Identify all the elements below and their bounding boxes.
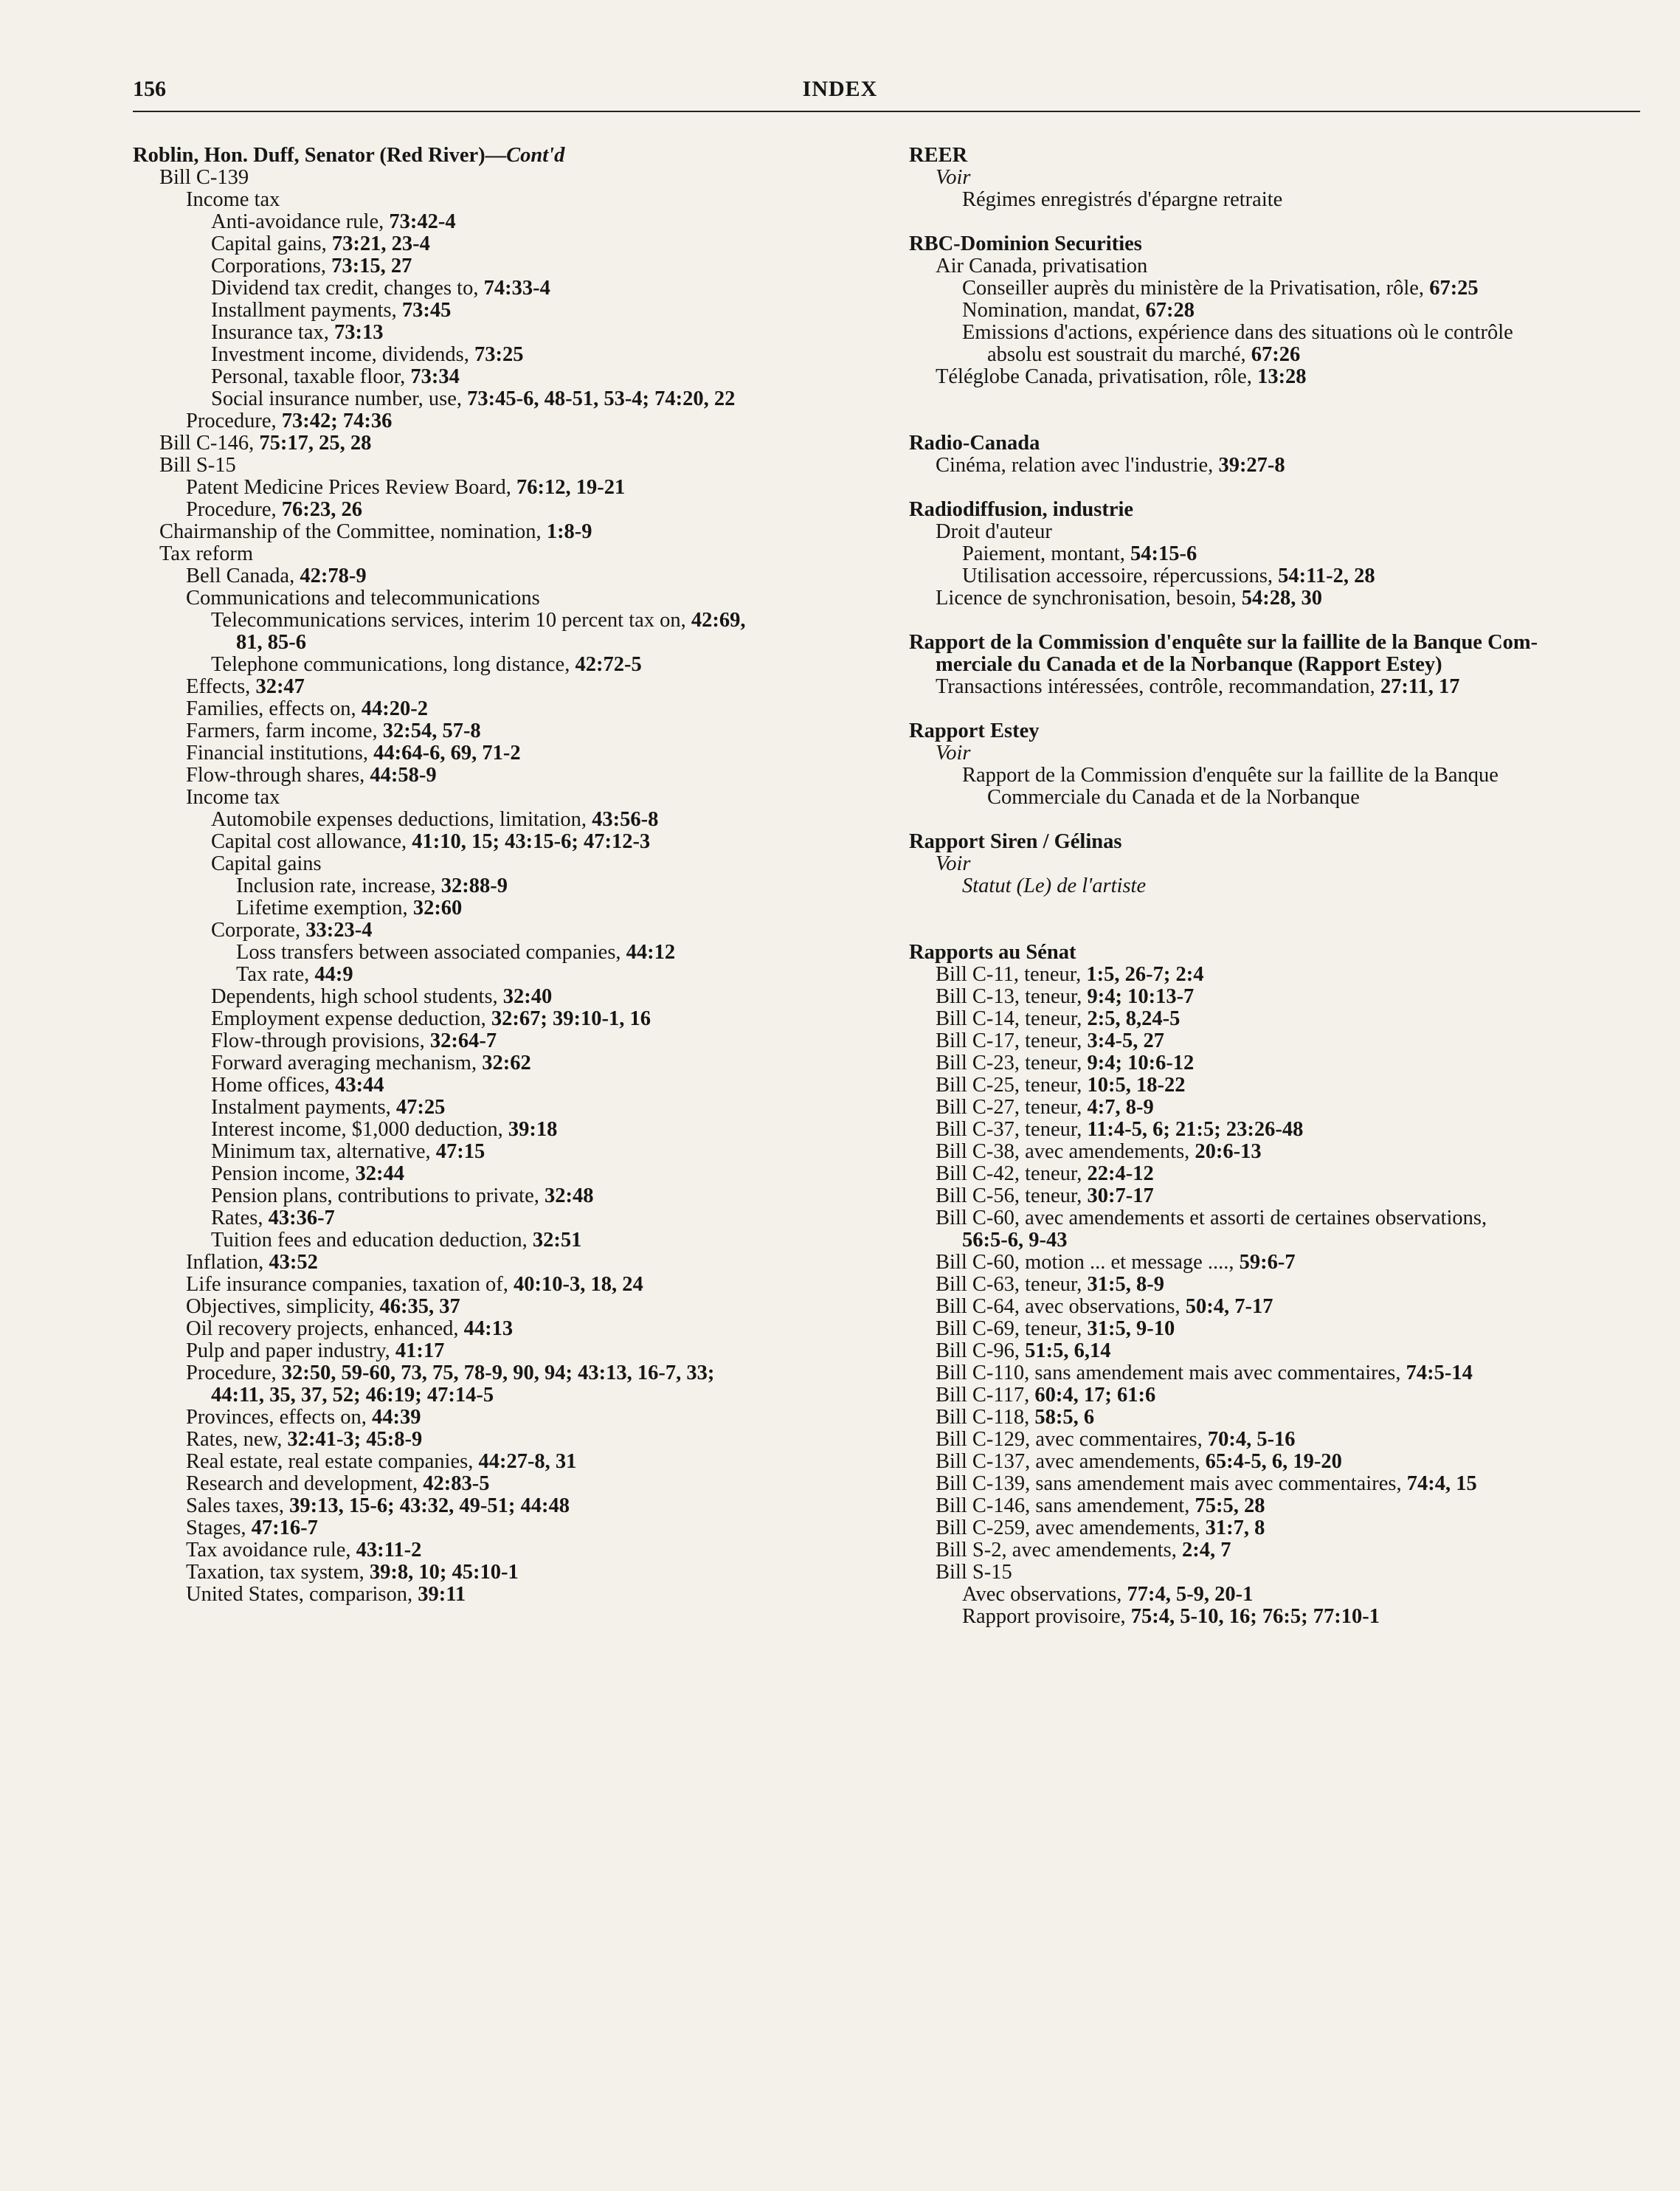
entry-text: Bill C-14, teneur,: [936, 1007, 1088, 1030]
page-reference: 32:40: [502, 985, 553, 1008]
page-reference: 40:10-3, 18, 24: [513, 1273, 643, 1296]
index-subentry: [133, 1119, 885, 1141]
entry-text: Bill C-129, avec commentaires,: [936, 1428, 1208, 1451]
page-reference: 44:12: [626, 941, 676, 964]
page-reference: 59:6-7: [1239, 1251, 1296, 1274]
page-reference: 9:4; 10:13-7: [1087, 985, 1195, 1008]
index-subentry: [133, 676, 885, 698]
entry-text: Life insurance companies, taxation of,: [186, 1273, 514, 1296]
entry-text: Bill C-25, teneur,: [936, 1074, 1088, 1097]
entry-text: Interest income, $1,000 deduction,: [211, 1118, 508, 1141]
index-subentry: [909, 1362, 1647, 1384]
page-reference: 32:67; 39:10-1, 16: [491, 1007, 651, 1030]
page-reference: 46:35, 37: [379, 1295, 460, 1318]
index-heading: Rapport Siren / Gélinas: [909, 830, 1122, 853]
page-reference: 73:34: [410, 365, 460, 388]
index-subentry: [133, 277, 885, 300]
index-subentry: [133, 765, 885, 787]
index-subentry: [909, 1340, 1647, 1362]
page-reference: 44:39: [371, 1406, 421, 1429]
page-reference: 10:5, 18-22: [1087, 1074, 1186, 1097]
entry-text: Bill C-259, avec amendements,: [936, 1517, 1206, 1539]
page-reference: 9:4; 10:6-12: [1087, 1052, 1195, 1074]
entry-text: Utilisation accessoire, répercussions,: [962, 565, 1279, 587]
page-reference: 39:13, 15-6; 43:32, 49-51; 44:48: [289, 1494, 570, 1517]
index-subentry: [909, 1384, 1647, 1407]
tax-reform-list: [133, 676, 885, 787]
index-subentry: [133, 1163, 885, 1185]
entry-text: Bill C-56, teneur,: [936, 1184, 1088, 1207]
page-reference: 31:5, 9-10: [1087, 1317, 1175, 1340]
page-reference: 31:7, 8: [1205, 1517, 1265, 1539]
index-subentry: [133, 1296, 885, 1318]
page-reference: 3:4-5, 27: [1087, 1029, 1164, 1052]
index-heading: RBC-Dominion Securities: [909, 232, 1142, 255]
index-subentry: [909, 1141, 1647, 1163]
entry-text: Investment income, dividends,: [211, 343, 474, 366]
entry-text: Social insurance number, use,: [211, 387, 468, 410]
index-subentry: [909, 1252, 1647, 1274]
index-subentry: [133, 1407, 885, 1429]
page-reference: 75:5, 28: [1195, 1494, 1265, 1517]
index-subentry: [909, 1163, 1647, 1185]
entry-text: Avec observations,: [962, 1583, 1127, 1606]
entry-text: Inclusion rate, increase,: [236, 874, 441, 897]
index-subentry: Rapport de la Commission d'enquête sur la faillite de la Banque: [962, 764, 1498, 787]
entry-text: Personal, taxable floor,: [211, 365, 411, 388]
page-reference: 73:15, 27: [331, 255, 412, 277]
entry-text: Bill C-38, avec amendements,: [936, 1140, 1195, 1163]
senat-list-b: [909, 1252, 1647, 1562]
entry-text: Home offices,: [211, 1074, 336, 1097]
tax-reform-2a-list: [133, 1252, 885, 1362]
entry-text: Bill C-60, motion ... et message ....,: [936, 1251, 1240, 1274]
entry-text: Bill C-11, teneur,: [936, 963, 1087, 986]
droit-list: [909, 543, 1647, 587]
index-subentry: Bill C-146, 75:17, 25, 28: [159, 432, 372, 455]
running-head: INDEX: [802, 77, 878, 101]
index-subentry: [909, 1473, 1647, 1495]
entry-text: Dividend tax credit, changes to,: [211, 277, 484, 300]
page-reference: 58:5, 6: [1034, 1406, 1095, 1429]
entry-text: Conseiller auprès du ministère de la Privatisation, rôle,: [962, 277, 1430, 300]
entry-text: Automobile expenses deductions, limitation,: [211, 808, 592, 831]
page-reference: 41:17: [395, 1339, 445, 1362]
index-subentry: [909, 1008, 1647, 1030]
index-heading: Rapport de la Commission d'enquête sur la faillite de la Banque Com-: [909, 631, 1538, 654]
index-subentry: Bill C-139: [159, 166, 249, 189]
entry-text: Tax rate,: [236, 963, 315, 986]
entry-text: Capital cost allowance,: [211, 830, 412, 853]
index-subentry: [133, 300, 885, 322]
index-subentry: Téléglobe Canada, privatisation, rôle, 13:28: [936, 365, 1307, 388]
index-subentry: [133, 1539, 885, 1562]
index-subentry: Telecommunications services, interim 10 percent tax on, 42:69,: [211, 609, 746, 632]
page-reference: 32:48: [545, 1184, 594, 1207]
entry-text: Paiement, montant,: [962, 542, 1130, 565]
entry-text: Provinces, effects on,: [186, 1406, 372, 1429]
index-heading-wrap: merciale du Canada et de la Norbanque (Rapport Estey): [936, 653, 1442, 676]
index-subentry: [909, 1030, 1647, 1052]
index-subentry: [133, 1318, 885, 1340]
entry-text: Dependents, high school students,: [211, 985, 503, 1008]
index-subentry: [133, 211, 885, 233]
page-reference: 44:9: [314, 963, 353, 986]
page-reference: 32:54, 57-8: [382, 720, 481, 742]
page-reference: 73:45: [401, 299, 452, 322]
page-reference: 60:4, 17; 61:6: [1034, 1384, 1156, 1407]
page-number: 156: [133, 77, 166, 101]
entry-text: Rapport provisoire,: [962, 1605, 1131, 1628]
index-subentry: [133, 698, 885, 720]
entry-text: Bill C-69, teneur,: [936, 1317, 1088, 1340]
index-subentry: [133, 964, 885, 986]
tax-reform-2b-list: [133, 1407, 885, 1606]
index-subentry: [133, 1097, 885, 1119]
entry-text: Rates, new,: [186, 1428, 288, 1451]
index-subentry: [909, 1318, 1647, 1340]
page-reference: 32:44: [355, 1162, 405, 1185]
index-subentry: [909, 1539, 1647, 1562]
index-subentry: [133, 831, 885, 853]
index-subentry: [909, 1495, 1647, 1517]
index-subentry: Bell Canada, 42:78-9: [186, 565, 367, 587]
page-reference: 43:44: [335, 1074, 384, 1097]
index-subentry: [133, 255, 885, 277]
index-subentry: Telephone communications, long distance, 42:72-5: [211, 653, 642, 676]
index-heading: Radio-Canada: [909, 432, 1040, 455]
index-subentry: [909, 1606, 1647, 1628]
page-reference: 2:5, 8,24-5: [1087, 1007, 1181, 1030]
entry-text: Corporations,: [211, 255, 332, 277]
entry-text: Loss transfers between associated companies,: [236, 941, 626, 964]
page-reference: 65:4-5, 6, 19-20: [1205, 1450, 1342, 1473]
entry-text: Instalment payments,: [211, 1096, 396, 1119]
index-subentry: Bill S-15: [936, 1561, 1012, 1584]
index-subentry: [133, 720, 885, 742]
index-subentry: Droit d'auteur: [936, 520, 1052, 543]
index-subentry: [909, 277, 1647, 300]
page-reference: 54:15-6: [1130, 542, 1197, 565]
entry-text: Objectives, simplicity,: [186, 1295, 380, 1318]
index-subentry: Chairmanship of the Committee, nomination, 1:8-9: [159, 520, 592, 543]
index-subentry: [133, 1030, 885, 1052]
index-subentry-wrap: 81, 85-6: [236, 631, 306, 654]
s15-list: [909, 1584, 1647, 1628]
index-subentry: Patent Medicine Prices Review Board, 76:12, 19-21: [186, 476, 626, 499]
entry-text: Nomination, mandat,: [962, 299, 1146, 322]
index-subentry: [133, 1451, 885, 1473]
index-subentry: [909, 1097, 1647, 1119]
page-reference: 43:52: [269, 1251, 318, 1274]
entry-text: Inflation,: [186, 1251, 269, 1274]
page-reference: 31:5, 8-9: [1087, 1273, 1164, 1296]
see-reference: Voir: [936, 166, 971, 189]
index-subentry: Income tax: [186, 786, 280, 809]
page-reference: 77:4, 5-9, 20-1: [1127, 1583, 1254, 1606]
page-reference: 47:25: [395, 1096, 446, 1119]
entry-text: Bill C-63, teneur,: [936, 1273, 1088, 1296]
page-reference: 44:58-9: [370, 764, 437, 787]
page-reference: 2:4, 7: [1182, 1539, 1231, 1562]
index-subentry: [133, 1052, 885, 1074]
entry-text: Financial institutions,: [186, 742, 374, 765]
entry-text: Taxation, tax system,: [186, 1561, 370, 1584]
entry-text: Minimum tax, alternative,: [211, 1140, 436, 1163]
index-subentry: Procedure, 73:42; 74:36: [186, 410, 393, 432]
index-subentry: [909, 1296, 1647, 1318]
index-subentry: [909, 1451, 1647, 1473]
page-reference: 41:10, 15; 43:15-6; 47:12-3: [412, 830, 651, 853]
index-heading: Rapport Estey: [909, 720, 1040, 742]
index-subentry: [909, 1517, 1647, 1539]
page-reference: 75:4, 5-10, 16; 76:5; 77:10-1: [1130, 1605, 1380, 1628]
entry-text: Bill C-146, sans amendement,: [936, 1494, 1195, 1517]
index-subentry: [909, 964, 1647, 986]
entry-text: Tuition fees and education deduction,: [211, 1229, 533, 1252]
entry-text: Installment payments,: [211, 299, 402, 322]
corporate-list: [133, 942, 885, 986]
page-reference: 50:4, 7-17: [1185, 1295, 1273, 1318]
entry-text: Anti-avoidance rule,: [211, 210, 390, 233]
index-subentry: Bill C-60, avec amendements et assorti de certaines observations,: [936, 1207, 1487, 1229]
page-reference: 67:25: [1429, 277, 1479, 300]
index-subentry: [133, 344, 885, 366]
entry-text: Pension plans, contributions to private,: [211, 1184, 545, 1207]
index-subentry: [133, 1252, 885, 1274]
entry-text: Bill C-117,: [936, 1384, 1035, 1407]
index-subentry: [133, 1340, 885, 1362]
page-reference: 32:64-7: [429, 1029, 497, 1052]
entry-text: Lifetime exemption,: [236, 897, 413, 919]
page-reference: 20:6-13: [1195, 1140, 1262, 1163]
page-reference: 73:25: [474, 343, 524, 366]
entry-text: Bill C-96,: [936, 1339, 1026, 1362]
income-tax-3-list: [133, 986, 885, 1252]
page-reference: 4:7, 8-9: [1087, 1096, 1154, 1119]
page-reference: 32:62: [482, 1052, 531, 1074]
page-reference: 22:4-12: [1087, 1162, 1154, 1185]
income-tax-2-list: [133, 809, 885, 853]
index-subentry: [133, 897, 885, 919]
page-reference: 54:11-2, 28: [1278, 565, 1375, 587]
index-subentry: [909, 986, 1647, 1008]
page-reference: 73:21, 23-4: [331, 232, 430, 255]
entry-text: Tax avoidance rule,: [186, 1539, 356, 1562]
page-reference: 39:11: [418, 1583, 466, 1606]
entry-text: Rates,: [211, 1207, 269, 1229]
page-reference: 70:4, 5-16: [1207, 1428, 1296, 1451]
index-subentry: [133, 1473, 885, 1495]
index-heading: Rapports au Sénat: [909, 941, 1076, 964]
index-subentry: [133, 875, 885, 897]
index-subentry: [909, 1074, 1647, 1097]
index-subentry: Tax reform: [159, 542, 253, 565]
entry-text: Bill C-137, avec amendements,: [936, 1450, 1206, 1473]
page-reference: 39:8, 10; 45:10-1: [369, 1561, 519, 1584]
index-subentry: [133, 1429, 885, 1451]
index-subentry: [133, 233, 885, 255]
entry-text: Sales taxes,: [186, 1494, 290, 1517]
left-column: [133, 145, 885, 1606]
index-heading: REER: [909, 144, 968, 167]
rbc-list: [909, 277, 1647, 322]
index-subentry: Licence de synchronisation, besoin, 54:28, 30: [936, 587, 1322, 610]
entry-text: Capital gains,: [211, 232, 332, 255]
entry-text: Insurance tax,: [211, 321, 334, 344]
index-subentry: [909, 1429, 1647, 1451]
index-subentry: [133, 1584, 885, 1606]
index-subentry: [909, 1407, 1647, 1429]
index-subentry: [909, 543, 1647, 565]
index-subentry-wrap: 56:5-6, 9-43: [962, 1229, 1068, 1252]
index-subentry: [909, 565, 1647, 587]
entry-text: Effects,: [186, 675, 256, 698]
page-reference: 43:11-2: [356, 1539, 422, 1562]
entry-text: Bill C-13, teneur,: [936, 985, 1088, 1008]
page-reference: 74:4, 15: [1406, 1472, 1477, 1495]
index-subentry: Procedure, 32:50, 59-60, 73, 75, 78-9, 90, 94; 43:13, 16-7, 33;: [186, 1362, 715, 1384]
entry-text: Stages,: [186, 1517, 252, 1539]
page-reference: 44:20-2: [361, 697, 428, 720]
index-subentry: [909, 300, 1647, 322]
page-reference: 47:15: [435, 1140, 485, 1163]
page-reference: 44:64-6, 69, 71-2: [373, 742, 521, 765]
index-subentry: [133, 1517, 885, 1539]
page-reference: 73:13: [333, 321, 384, 344]
entry-text: Bill C-17, teneur,: [936, 1029, 1088, 1052]
index-subentry: Régimes enregistrés d'épargne retraite: [962, 188, 1283, 211]
page-reference: 39:18: [508, 1118, 558, 1141]
entry-text: Bill C-139, sans amendement mais avec commentaires,: [936, 1472, 1407, 1495]
index-subentry: Cinéma, relation avec l'industrie, 39:27-8: [936, 454, 1285, 477]
index-subentry: Communications and telecommunications: [186, 587, 540, 610]
index-subentry: [133, 1562, 885, 1584]
entry-text: Bill S-2, avec amendements,: [936, 1539, 1182, 1562]
index-subentry: [133, 366, 885, 388]
entry-text: Bill C-37, teneur,: [936, 1118, 1088, 1141]
index-subentry: [133, 1274, 885, 1296]
index-subentry-wrap: absolu est soustrait du marché, 67:26: [987, 343, 1301, 366]
entry-text: Pulp and paper industry,: [186, 1339, 395, 1362]
index-subentry: Corporate, 33:23-4: [211, 919, 373, 942]
entry-text: Bill C-118,: [936, 1406, 1035, 1429]
index-subentry: Procedure, 76:23, 26: [186, 498, 363, 521]
page-reference: 51:5, 6,14: [1025, 1339, 1111, 1362]
entry-text: Research and development,: [186, 1472, 424, 1495]
index-subentry: [133, 1229, 885, 1252]
index-subentry: [909, 1119, 1647, 1141]
page-reference: 73:42-4: [389, 210, 456, 233]
page-reference: 43:36-7: [268, 1207, 335, 1229]
index-subentry: [133, 986, 885, 1008]
entry-text: Oil recovery projects, enhanced,: [186, 1317, 464, 1340]
entry-text: Pension income,: [211, 1162, 356, 1185]
see-reference: Voir: [936, 852, 971, 875]
page-reference: 67:28: [1145, 299, 1195, 322]
index-subentry: [909, 1052, 1647, 1074]
index-subentry: [909, 1185, 1647, 1207]
index-subentry: [133, 1008, 885, 1030]
index-subentry: [133, 322, 885, 344]
page-reference: 1:5, 26-7; 2:4: [1086, 963, 1204, 986]
index-subentry: Transactions intéressées, contrôle, recommandation, 27:11, 17: [936, 675, 1460, 698]
index-subentry: [133, 1185, 885, 1207]
page-reference: 74:5-14: [1406, 1362, 1473, 1384]
entry-text: Flow-through provisions,: [211, 1029, 430, 1052]
index-subentry: [133, 1074, 885, 1097]
entry-text: United States, comparison,: [186, 1583, 418, 1606]
entry-text: Flow-through shares,: [186, 764, 370, 787]
page-reference: 73:45-6, 48-51, 53-4; 74:20, 22: [467, 387, 736, 410]
index-subentry: Income tax: [186, 188, 280, 211]
page-reference: 43:56-8: [592, 808, 659, 831]
index-subentry: Bill S-15: [159, 454, 236, 477]
index-subentry: [909, 1584, 1647, 1606]
index-subentry: [133, 1495, 885, 1517]
entry-text: Forward averaging mechanism,: [211, 1052, 483, 1074]
index-subentry: Air Canada, privatisation: [936, 255, 1148, 277]
page-reference: 11:4-5, 6; 21:5; 23:26-48: [1087, 1118, 1304, 1141]
index-subentry: Emissions d'actions, expérience dans des situations où le contrôle: [962, 321, 1513, 344]
page-reference: 44:27-8, 31: [478, 1450, 577, 1473]
index-subentry-wrap: Commerciale du Canada et de la Norbanque: [987, 786, 1360, 809]
page-reference: 42:83-5: [423, 1472, 490, 1495]
right-column: [909, 145, 1647, 1628]
entry-text: Employment expense deduction,: [211, 1007, 491, 1030]
page-reference: 32:88-9: [440, 874, 508, 897]
index-subentry: Statut (Le) de l'artiste: [962, 874, 1147, 897]
senat-list-a: [909, 964, 1647, 1207]
income-tax-list: [133, 211, 885, 410]
see-reference: Voir: [936, 742, 971, 765]
entry-text: Bill C-110, sans amendement mais avec commentaires,: [936, 1362, 1406, 1384]
index-heading: Radiodiffusion, industrie: [909, 498, 1134, 521]
index-subentry: [133, 742, 885, 765]
entry-text: Bill C-27, teneur,: [936, 1096, 1088, 1119]
page-reference: 44:13: [463, 1317, 514, 1340]
entry-text: Farmers, farm income,: [186, 720, 383, 742]
index-subentry-wrap: 44:11, 35, 37, 52; 46:19; 47:14-5: [211, 1384, 494, 1407]
entry-text: Bill C-64, avec observations,: [936, 1295, 1186, 1318]
index-subentry: Capital gains: [211, 852, 322, 875]
page-reference: 30:7-17: [1087, 1184, 1154, 1207]
index-subentry: [133, 942, 885, 964]
page-reference: 47:16-7: [251, 1517, 318, 1539]
page-reference: 74:33-4: [483, 277, 550, 300]
entry-text: Bill C-23, teneur,: [936, 1052, 1088, 1074]
entry-text: Bill C-42, teneur,: [936, 1162, 1088, 1185]
page-reference: 32:60: [412, 897, 463, 919]
page-reference: 32:41-3; 45:8-9: [287, 1428, 423, 1451]
index-subentry: [133, 1207, 885, 1229]
index-subentry: [909, 1274, 1647, 1296]
index-heading: Roblin, Hon. Duff, Senator (Red River)—Cont'd: [133, 144, 565, 167]
header-rule: [133, 111, 1640, 112]
entry-text: Families, effects on,: [186, 697, 362, 720]
index-subentry: [133, 1141, 885, 1163]
entry-text: Real estate, real estate companies,: [186, 1450, 479, 1473]
page-reference: 32:47: [255, 675, 305, 698]
page-reference: 32:51: [532, 1229, 582, 1252]
index-subentry: [133, 809, 885, 831]
capital-gains-list: [133, 875, 885, 919]
index-subentry: [133, 388, 885, 410]
